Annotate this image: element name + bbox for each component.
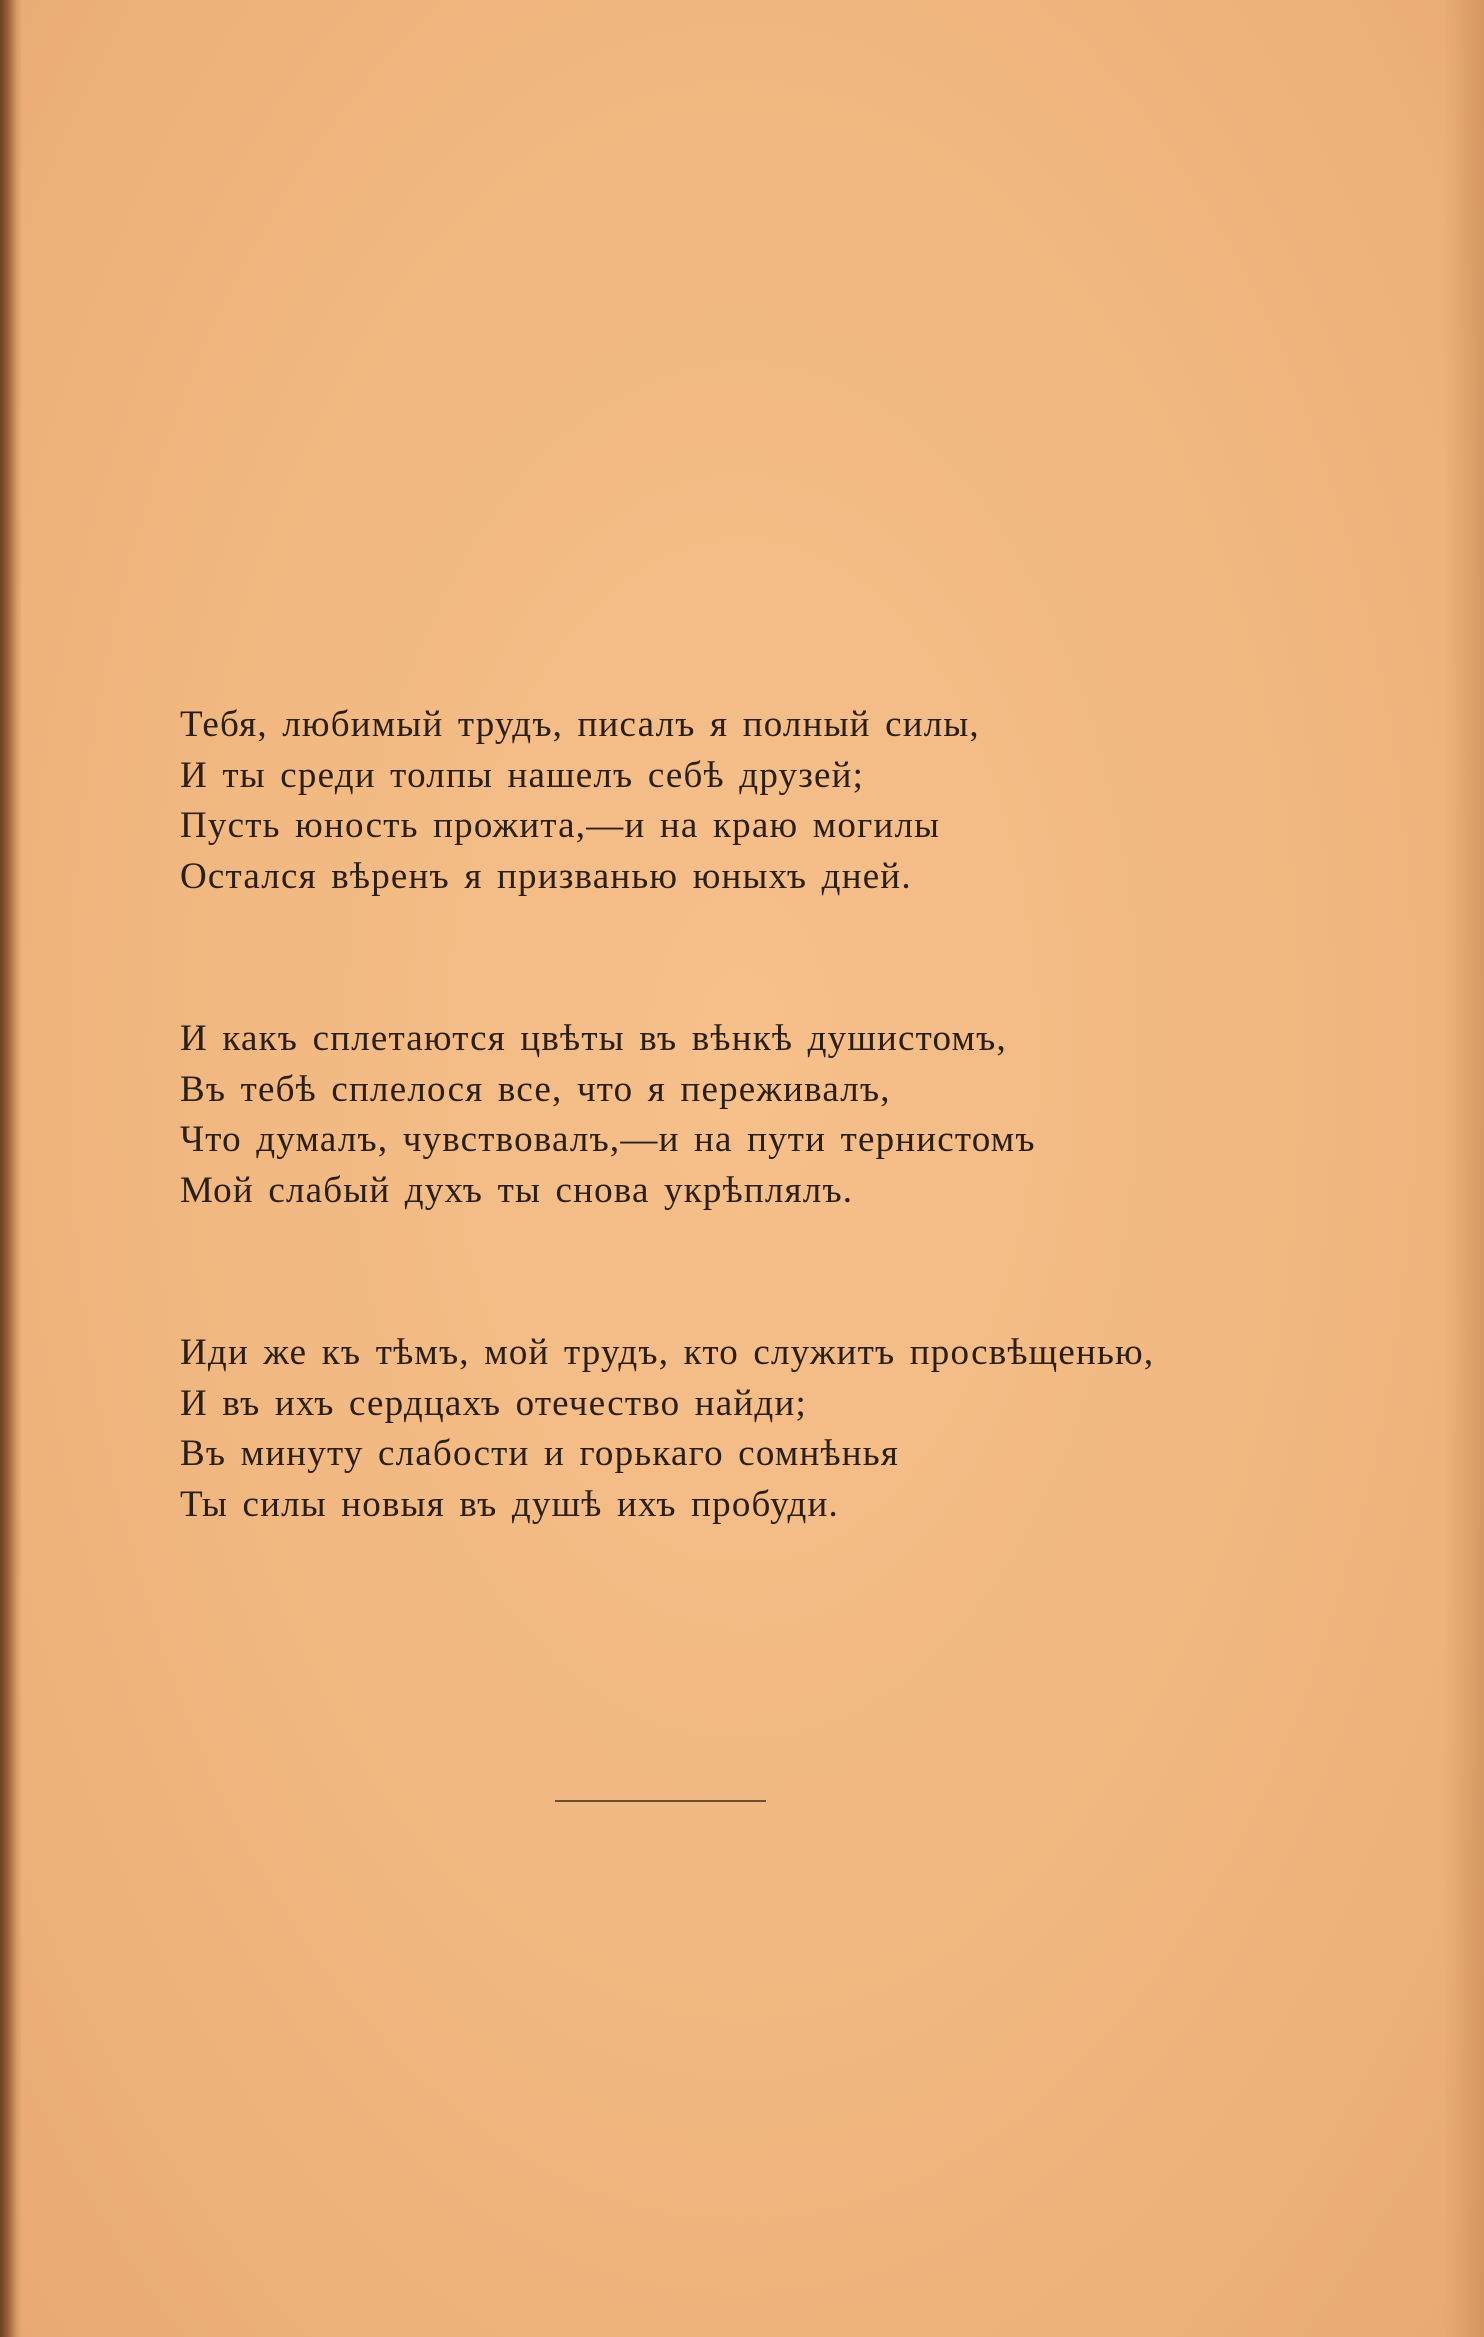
poem-line: Что думалъ, чувствовалъ,—и на пути тернистомъ (180, 1119, 1036, 1160)
poem-line: И какъ сплетаются цвѣты въ вѣнкѣ душистомъ, (180, 1018, 1007, 1059)
poem-line: Тебя, любимый трудъ, писалъ я полный силы, (180, 704, 980, 745)
poem-line: И ты среди толпы нашелъ себѣ друзей; (180, 754, 865, 796)
closing-rule (555, 1800, 766, 1802)
poem-line: И въ ихъ сердцахъ отечество найди; (180, 1382, 807, 1424)
poem-line: Въ тебѣ сплелося все, что я переживалъ, (180, 1068, 891, 1110)
stanza-3 (180, 1328, 1330, 1530)
stanza-1 (180, 700, 1330, 902)
poem-line: Остался вѣренъ я призванью юныхъ дней. (180, 855, 912, 897)
stanza-2 (180, 1014, 1330, 1216)
poem-line: Ты силы новыя въ душѣ ихъ пробуди. (180, 1483, 839, 1525)
page-edge-shadow (1444, 0, 1484, 2337)
poem (180, 700, 1330, 1530)
poem-line: Мой слабый духъ ты снова укрѣплялъ. (180, 1169, 854, 1211)
poem-line: Въ минуту слабости и горькаго сомнѣнья (180, 1433, 900, 1474)
poem-line: Иди же къ тѣмъ, мой трудъ, кто служитъ просвѣщенью, (180, 1332, 1155, 1373)
poem-line: Пусть юность прожита,—и на краю могилы (180, 805, 941, 846)
binding-edge (0, 0, 22, 2337)
